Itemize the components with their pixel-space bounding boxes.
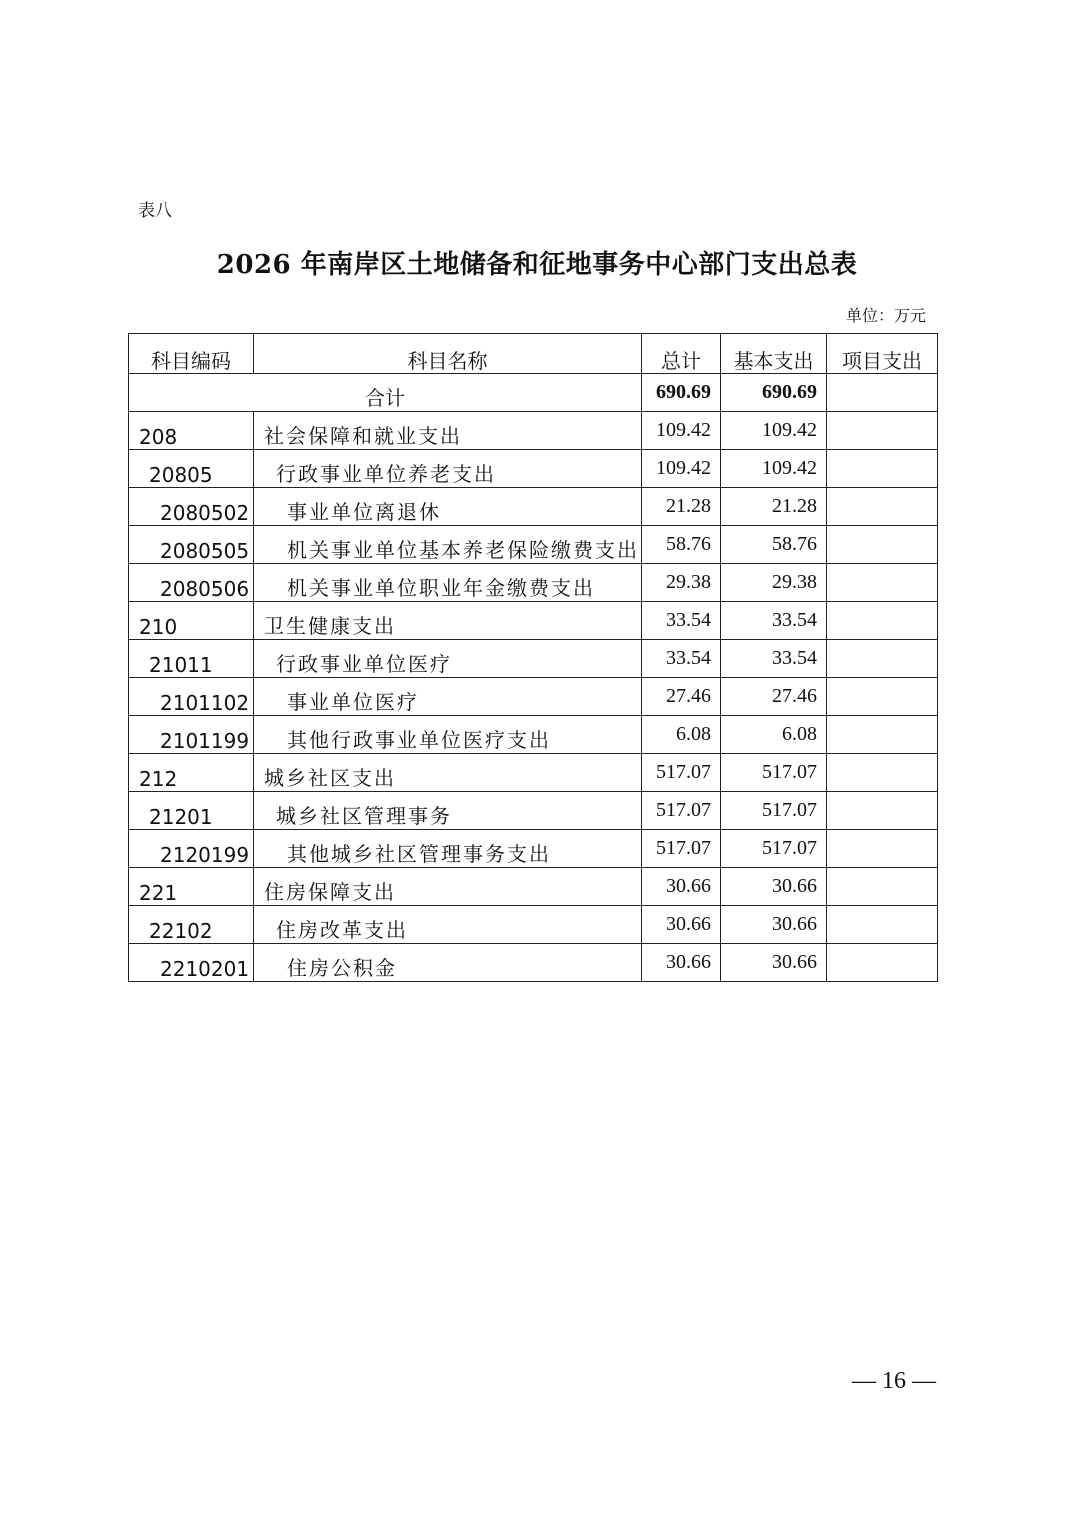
row-project [827, 944, 938, 982]
row-name: 住房公积金 [254, 944, 642, 982]
row-name: 其他行政事业单位医疗支出 [254, 716, 642, 754]
row-code: 22102 [129, 906, 254, 944]
row-basic: 30.66 [721, 868, 827, 906]
row-project [827, 716, 938, 754]
total-label: 合计 [129, 374, 642, 412]
row-total: 517.07 [642, 792, 721, 830]
row-project [827, 450, 938, 488]
row-basic: 58.76 [721, 526, 827, 564]
table-row [129, 906, 938, 944]
row-code: 2101102 [129, 678, 254, 716]
row-project [827, 678, 938, 716]
row-project [827, 830, 938, 868]
row-total: 27.46 [642, 678, 721, 716]
row-name: 机关事业单位基本养老保险缴费支出 [254, 526, 642, 564]
row-project [827, 792, 938, 830]
row-basic: 517.07 [721, 792, 827, 830]
row-total: 6.08 [642, 716, 721, 754]
header-basic: 基本支出 [721, 334, 827, 374]
table-label: 表八 [138, 201, 172, 221]
row-basic: 517.07 [721, 830, 827, 868]
row-code: 2080505 [129, 526, 254, 564]
row-basic: 30.66 [721, 906, 827, 944]
row-code: 2080506 [129, 564, 254, 602]
document-title: 2026 年南岸区土地储备和征地事务中心部门支出总表 [216, 250, 858, 280]
table-row [129, 830, 938, 868]
total-amount: 690.69 [642, 374, 721, 412]
header-code: 科目编码 [129, 334, 254, 374]
row-basic: 6.08 [721, 716, 827, 754]
table-row [129, 678, 938, 716]
expenditure-table [128, 333, 938, 982]
table-row [129, 602, 938, 640]
table-row [129, 412, 938, 450]
row-code: 2101199 [129, 716, 254, 754]
row-code: 21011 [129, 640, 254, 678]
row-name: 事业单位医疗 [254, 678, 642, 716]
row-basic: 109.42 [721, 412, 827, 450]
row-code: 221 [129, 868, 254, 906]
row-total: 30.66 [642, 868, 721, 906]
row-name: 行政事业单位养老支出 [254, 450, 642, 488]
total-project [827, 374, 938, 412]
row-total: 30.66 [642, 906, 721, 944]
row-name: 社会保障和就业支出 [254, 412, 642, 450]
row-code: 21201 [129, 792, 254, 830]
row-project [827, 602, 938, 640]
row-project [827, 640, 938, 678]
row-total: 21.28 [642, 488, 721, 526]
row-code: 208 [129, 412, 254, 450]
row-project [827, 754, 938, 792]
table-row [129, 450, 938, 488]
row-name: 城乡社区支出 [254, 754, 642, 792]
row-total: 517.07 [642, 830, 721, 868]
row-project [827, 488, 938, 526]
row-basic: 33.54 [721, 640, 827, 678]
row-basic: 517.07 [721, 754, 827, 792]
table-row [129, 488, 938, 526]
header-project: 项目支出 [827, 334, 938, 374]
table-row [129, 868, 938, 906]
header-total: 总计 [642, 334, 721, 374]
row-code: 210 [129, 602, 254, 640]
table-row [129, 564, 938, 602]
row-basic: 27.46 [721, 678, 827, 716]
row-name: 住房改革支出 [254, 906, 642, 944]
row-total: 33.54 [642, 640, 721, 678]
row-name: 卫生健康支出 [254, 602, 642, 640]
row-code: 2210201 [129, 944, 254, 982]
page-number: — 16 — [852, 1368, 936, 1394]
total-row [129, 374, 938, 412]
table-row [129, 792, 938, 830]
row-basic: 21.28 [721, 488, 827, 526]
total-basic: 690.69 [721, 374, 827, 412]
row-total: 109.42 [642, 412, 721, 450]
table-row [129, 716, 938, 754]
row-basic: 29.38 [721, 564, 827, 602]
row-basic: 30.66 [721, 944, 827, 982]
unit-label: 单位：万元 [845, 306, 926, 325]
header-name: 科目名称 [254, 334, 642, 374]
row-total: 29.38 [642, 564, 721, 602]
row-total: 58.76 [642, 526, 721, 564]
row-project [827, 526, 938, 564]
row-total: 33.54 [642, 602, 721, 640]
row-project [827, 868, 938, 906]
row-code: 2080502 [129, 488, 254, 526]
row-name: 其他城乡社区管理事务支出 [254, 830, 642, 868]
row-name: 住房保障支出 [254, 868, 642, 906]
row-total: 109.42 [642, 450, 721, 488]
row-code: 212 [129, 754, 254, 792]
row-code: 2120199 [129, 830, 254, 868]
row-code: 20805 [129, 450, 254, 488]
row-name: 城乡社区管理事务 [254, 792, 642, 830]
row-project [827, 906, 938, 944]
row-project [827, 412, 938, 450]
table-header-row [129, 334, 938, 374]
row-total: 517.07 [642, 754, 721, 792]
table-row [129, 944, 938, 982]
row-name: 机关事业单位职业年金缴费支出 [254, 564, 642, 602]
row-name: 事业单位离退休 [254, 488, 642, 526]
table-row [129, 754, 938, 792]
row-project [827, 564, 938, 602]
row-total: 30.66 [642, 944, 721, 982]
row-name: 行政事业单位医疗 [254, 640, 642, 678]
table-row [129, 640, 938, 678]
row-basic: 109.42 [721, 450, 827, 488]
row-basic: 33.54 [721, 602, 827, 640]
table-row [129, 526, 938, 564]
